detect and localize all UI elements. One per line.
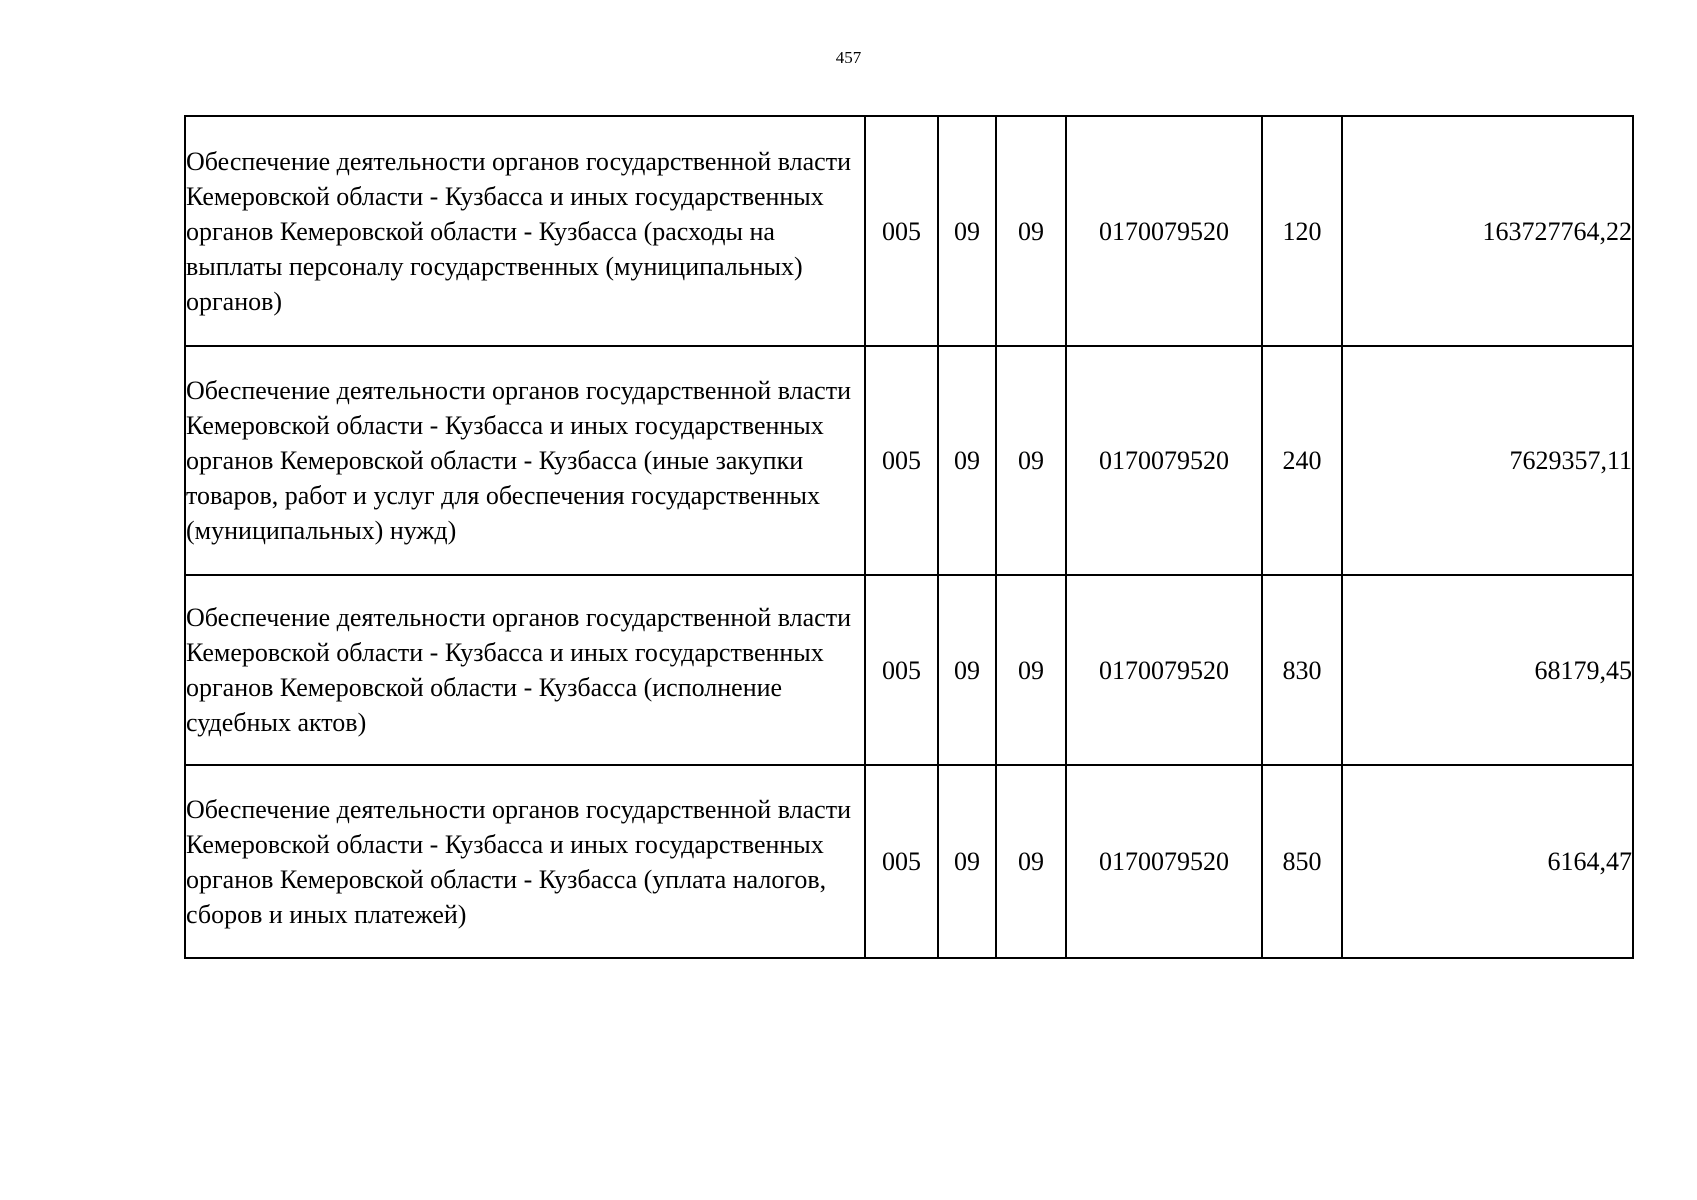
- target-article-code: 0170079520: [1066, 116, 1262, 346]
- table-row: [185, 116, 1633, 346]
- section-code: 09: [938, 765, 996, 958]
- subsection-code: 09: [996, 575, 1066, 765]
- expense-type-code: 120: [1262, 116, 1342, 346]
- ministry-code: 005: [865, 346, 938, 575]
- expense-description: Обеспечение деятельности органов государственной власти Кемеровской области - Кузбасса и иных государственных органов Кемеровской области - Кузбасса (расходы на выплаты персоналу государственных (муниципальных) органов): [185, 116, 865, 346]
- expense-type-code: 830: [1262, 575, 1342, 765]
- budget-table: [184, 115, 1634, 959]
- table-row: [185, 765, 1633, 958]
- subsection-code: 09: [996, 116, 1066, 346]
- subsection-code: 09: [996, 765, 1066, 958]
- expense-description: Обеспечение деятельности органов государственной власти Кемеровской области - Кузбасса и иных государственных органов Кемеровской области - Кузбасса (уплата налогов, сборов и иных платежей): [185, 765, 865, 958]
- ministry-code: 005: [865, 765, 938, 958]
- table-row: [185, 346, 1633, 575]
- section-code: 09: [938, 575, 996, 765]
- table-row: [185, 575, 1633, 765]
- expense-type-code: 850: [1262, 765, 1342, 958]
- section-code: 09: [938, 346, 996, 575]
- target-article-code: 0170079520: [1066, 575, 1262, 765]
- expense-description: Обеспечение деятельности органов государственной власти Кемеровской области - Кузбасса и иных государственных органов Кемеровской области - Кузбасса (иные закупки товаров, работ и услуг для обеспечения государственных (муниципальных) нужд): [185, 346, 865, 575]
- ministry-code: 005: [865, 116, 938, 346]
- amount-value: 6164,47: [1342, 765, 1633, 958]
- amount-value: 163727764,22: [1342, 116, 1633, 346]
- ministry-code: 005: [865, 575, 938, 765]
- amount-value: 68179,45: [1342, 575, 1633, 765]
- expense-type-code: 240: [1262, 346, 1342, 575]
- subsection-code: 09: [996, 346, 1066, 575]
- target-article-code: 0170079520: [1066, 765, 1262, 958]
- expense-description: Обеспечение деятельности органов государственной власти Кемеровской области - Кузбасса и иных государственных органов Кемеровской области - Кузбасса (исполнение судебных актов): [185, 575, 865, 765]
- page-number: 457: [835, 48, 862, 67]
- amount-value: 7629357,11: [1342, 346, 1633, 575]
- target-article-code: 0170079520: [1066, 346, 1262, 575]
- section-code: 09: [938, 116, 996, 346]
